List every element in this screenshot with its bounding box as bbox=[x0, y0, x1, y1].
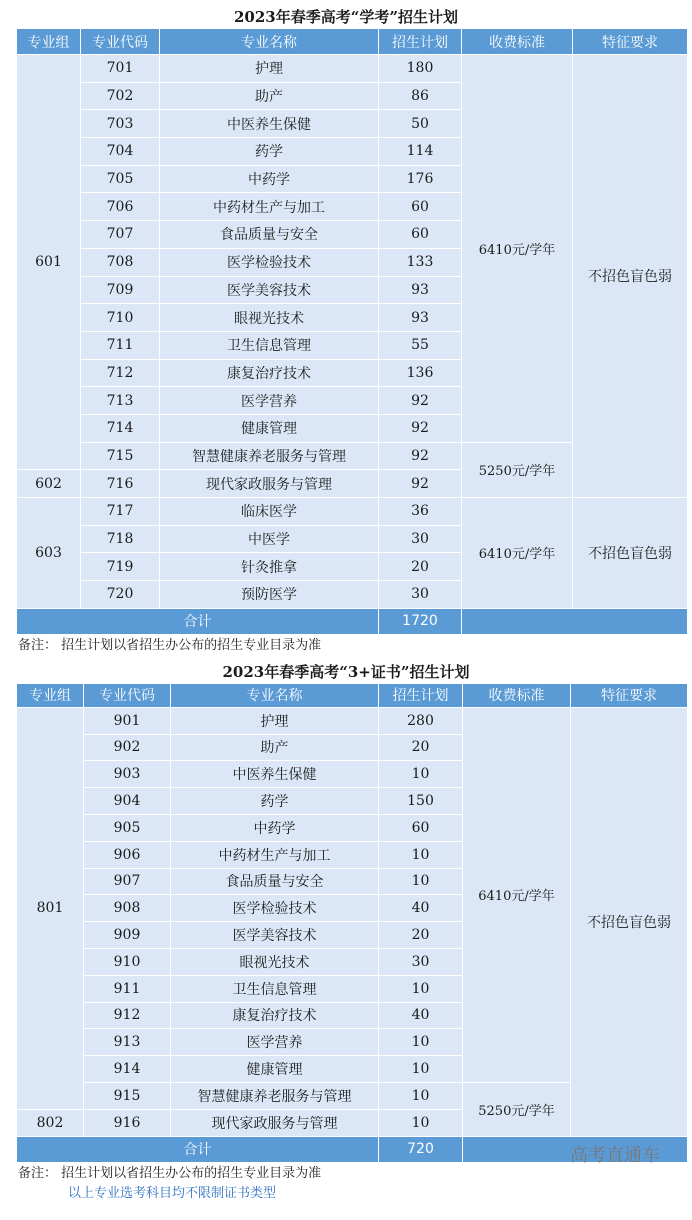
header-plan: 招生计划 bbox=[379, 29, 462, 55]
feature-cell: 不招色盲色弱 bbox=[573, 55, 688, 498]
code-cell: 916 bbox=[84, 1109, 171, 1136]
plan-cell: 93 bbox=[379, 304, 462, 332]
name-cell: 中医养生保健 bbox=[160, 110, 379, 138]
table2-title: 2023年春季高考“3+证书”招生计划 bbox=[222, 662, 470, 681]
table2-note: 备注： 招生计划以省招生办公布的招生专业目录为准 bbox=[18, 1165, 322, 1181]
code-cell: 908 bbox=[84, 895, 171, 922]
name-cell: 中药材生产与加工 bbox=[171, 841, 379, 868]
table-row bbox=[17, 55, 688, 83]
fee-cell: 5250元/学年 bbox=[463, 1082, 571, 1136]
name-cell: 健康管理 bbox=[160, 414, 379, 442]
name-cell: 中药学 bbox=[171, 814, 379, 841]
name-cell: 中药学 bbox=[160, 165, 379, 193]
code-cell: 710 bbox=[81, 304, 160, 332]
header-group: 专业组 bbox=[17, 29, 81, 55]
code-cell: 705 bbox=[81, 165, 160, 193]
code-cell: 913 bbox=[84, 1029, 171, 1056]
code-cell: 904 bbox=[84, 788, 171, 815]
table-row bbox=[17, 498, 688, 526]
plan-cell: 10 bbox=[379, 1029, 463, 1056]
plan-cell: 30 bbox=[379, 948, 463, 975]
name-cell: 卫生信息管理 bbox=[171, 975, 379, 1002]
name-cell: 现代家政服务与管理 bbox=[160, 470, 379, 498]
plan-cell: 40 bbox=[379, 1002, 463, 1029]
code-cell: 712 bbox=[81, 359, 160, 387]
table1-header-row bbox=[17, 29, 688, 55]
plan-cell: 10 bbox=[379, 1056, 463, 1083]
code-cell: 715 bbox=[81, 442, 160, 470]
name-cell: 医学美容技术 bbox=[171, 922, 379, 949]
table1-note: 备注： 招生计划以省招生办公布的招生专业目录为准 bbox=[18, 637, 322, 653]
name-cell: 现代家政服务与管理 bbox=[171, 1109, 379, 1136]
name-cell: 医学检验技术 bbox=[160, 248, 379, 276]
group-cell: 801 bbox=[17, 707, 84, 1109]
code-cell: 709 bbox=[81, 276, 160, 304]
plan-cell: 10 bbox=[379, 761, 463, 788]
code-cell: 905 bbox=[84, 814, 171, 841]
code-cell: 902 bbox=[84, 734, 171, 761]
feature-cell: 不招色盲色弱 bbox=[571, 707, 688, 1136]
plan-cell: 36 bbox=[379, 498, 462, 526]
header-code: 专业代码 bbox=[84, 683, 171, 707]
name-cell: 智慧健康养老服务与管理 bbox=[171, 1082, 379, 1109]
watermark-text: 高考直通车 bbox=[570, 1145, 660, 1166]
name-cell: 中医学 bbox=[160, 525, 379, 553]
plan-cell: 133 bbox=[379, 248, 462, 276]
name-cell: 康复治疗技术 bbox=[171, 1002, 379, 1029]
plan-cell: 92 bbox=[379, 470, 462, 498]
code-cell: 907 bbox=[84, 868, 171, 895]
code-cell: 707 bbox=[81, 221, 160, 249]
name-cell: 食品质量与安全 bbox=[171, 868, 379, 895]
group-cell: 603 bbox=[17, 498, 81, 609]
header-feature: 特征要求 bbox=[573, 29, 688, 55]
plan-cell: 180 bbox=[379, 55, 462, 83]
name-cell: 健康管理 bbox=[171, 1056, 379, 1083]
plan-cell: 20 bbox=[379, 553, 462, 581]
plan-cell: 92 bbox=[379, 387, 462, 415]
name-cell: 中医养生保健 bbox=[171, 761, 379, 788]
header-plan: 招生计划 bbox=[379, 683, 463, 707]
total-row bbox=[17, 608, 688, 634]
name-cell: 医学营养 bbox=[160, 387, 379, 415]
total-label: 合计 bbox=[17, 1136, 379, 1162]
plan-cell: 30 bbox=[379, 525, 462, 553]
plan-cell: 10 bbox=[379, 1082, 463, 1109]
table2-note-2: 以上专业选考科目均不限制证书类型 bbox=[68, 1185, 277, 1201]
table2 bbox=[16, 683, 688, 1163]
code-cell: 718 bbox=[81, 525, 160, 553]
code-cell: 719 bbox=[81, 553, 160, 581]
table1 bbox=[16, 28, 688, 635]
fee-cell: 5250元/学年 bbox=[462, 442, 573, 497]
code-cell: 708 bbox=[81, 248, 160, 276]
plan-cell: 30 bbox=[379, 581, 462, 609]
total-label: 合计 bbox=[17, 608, 379, 634]
code-cell: 701 bbox=[81, 55, 160, 83]
name-cell: 眼视光技术 bbox=[171, 948, 379, 975]
name-cell: 卫生信息管理 bbox=[160, 331, 379, 359]
total-value: 1720 bbox=[379, 608, 462, 634]
name-cell: 中药材生产与加工 bbox=[160, 193, 379, 221]
plan-cell: 92 bbox=[379, 442, 462, 470]
name-cell: 智慧健康养老服务与管理 bbox=[160, 442, 379, 470]
name-cell: 医学美容技术 bbox=[160, 276, 379, 304]
name-cell: 康复治疗技术 bbox=[160, 359, 379, 387]
plan-cell: 92 bbox=[379, 414, 462, 442]
code-cell: 704 bbox=[81, 138, 160, 166]
code-cell: 915 bbox=[84, 1082, 171, 1109]
plan-cell: 280 bbox=[379, 707, 463, 734]
name-cell: 针灸推拿 bbox=[160, 553, 379, 581]
plan-cell: 60 bbox=[379, 221, 462, 249]
name-cell: 食品质量与安全 bbox=[160, 221, 379, 249]
plan-cell: 176 bbox=[379, 165, 462, 193]
header-group: 专业组 bbox=[17, 683, 84, 707]
name-cell: 药学 bbox=[171, 788, 379, 815]
plan-cell: 86 bbox=[379, 82, 462, 110]
name-cell: 护理 bbox=[160, 55, 379, 83]
plan-cell: 55 bbox=[379, 331, 462, 359]
name-cell: 助产 bbox=[160, 82, 379, 110]
header-name: 专业名称 bbox=[171, 683, 379, 707]
code-cell: 901 bbox=[84, 707, 171, 734]
total-blank bbox=[462, 608, 688, 634]
plan-cell: 114 bbox=[379, 138, 462, 166]
header-code: 专业代码 bbox=[81, 29, 160, 55]
plan-cell: 10 bbox=[379, 868, 463, 895]
code-cell: 717 bbox=[81, 498, 160, 526]
fee-cell: 6410元/学年 bbox=[463, 707, 571, 1082]
plan-cell: 50 bbox=[379, 110, 462, 138]
code-cell: 714 bbox=[81, 414, 160, 442]
code-cell: 911 bbox=[84, 975, 171, 1002]
name-cell: 预防医学 bbox=[160, 581, 379, 609]
code-cell: 703 bbox=[81, 110, 160, 138]
plan-cell: 20 bbox=[379, 734, 463, 761]
code-cell: 912 bbox=[84, 1002, 171, 1029]
name-cell: 助产 bbox=[171, 734, 379, 761]
name-cell: 医学营养 bbox=[171, 1029, 379, 1056]
fee-cell: 6410元/学年 bbox=[462, 498, 573, 609]
plan-cell: 60 bbox=[379, 193, 462, 221]
code-cell: 903 bbox=[84, 761, 171, 788]
table1-title: 2023年春季高考“学考”招生计划 bbox=[233, 8, 458, 26]
code-cell: 909 bbox=[84, 922, 171, 949]
name-cell: 药学 bbox=[160, 138, 379, 166]
feature-cell: 不招色盲色弱 bbox=[573, 498, 688, 609]
plan-cell: 136 bbox=[379, 359, 462, 387]
header-fee: 收费标准 bbox=[463, 683, 571, 707]
fee-cell: 6410元/学年 bbox=[462, 55, 573, 443]
name-cell: 医学检验技术 bbox=[171, 895, 379, 922]
code-cell: 914 bbox=[84, 1056, 171, 1083]
group-cell: 601 bbox=[17, 55, 81, 470]
name-cell: 护理 bbox=[171, 707, 379, 734]
code-cell: 716 bbox=[81, 470, 160, 498]
plan-cell: 20 bbox=[379, 922, 463, 949]
name-cell: 眼视光技术 bbox=[160, 304, 379, 332]
code-cell: 702 bbox=[81, 82, 160, 110]
group-cell: 602 bbox=[17, 470, 81, 498]
plan-cell: 150 bbox=[379, 788, 463, 815]
header-fee: 收费标准 bbox=[462, 29, 573, 55]
plan-cell: 40 bbox=[379, 895, 463, 922]
code-cell: 711 bbox=[81, 331, 160, 359]
code-cell: 713 bbox=[81, 387, 160, 415]
total-value: 720 bbox=[379, 1136, 463, 1162]
code-cell: 906 bbox=[84, 841, 171, 868]
header-feature: 特征要求 bbox=[571, 683, 688, 707]
code-cell: 720 bbox=[81, 581, 160, 609]
plan-cell: 60 bbox=[379, 814, 463, 841]
table2-header-row bbox=[17, 683, 688, 707]
table-row bbox=[17, 707, 688, 734]
plan-cell: 10 bbox=[379, 1109, 463, 1136]
group-cell: 802 bbox=[17, 1109, 84, 1136]
code-cell: 910 bbox=[84, 948, 171, 975]
name-cell: 临床医学 bbox=[160, 498, 379, 526]
header-name: 专业名称 bbox=[160, 29, 379, 55]
plan-cell: 93 bbox=[379, 276, 462, 304]
plan-cell: 10 bbox=[379, 975, 463, 1002]
code-cell: 706 bbox=[81, 193, 160, 221]
plan-cell: 10 bbox=[379, 841, 463, 868]
